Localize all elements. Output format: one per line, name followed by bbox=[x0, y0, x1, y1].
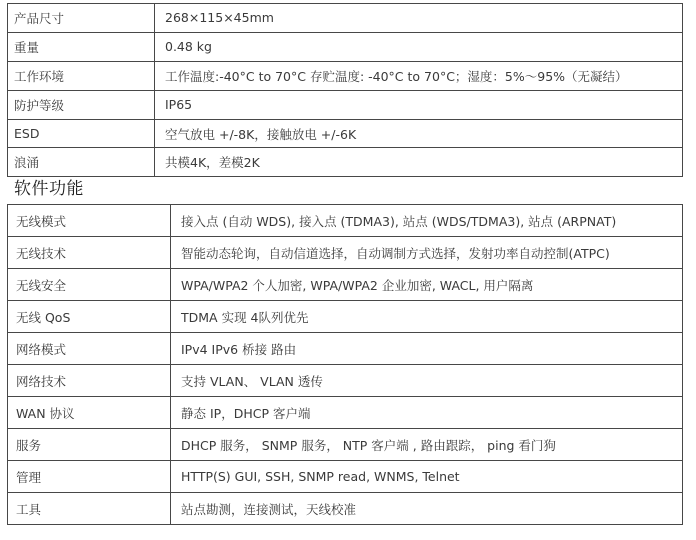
table-row bbox=[8, 205, 683, 237]
spec-value: IP65 bbox=[155, 90, 683, 119]
spec-label: 服务 bbox=[8, 429, 171, 461]
spec-label: 无线安全 bbox=[8, 269, 171, 301]
table-row bbox=[8, 148, 683, 177]
spec-value: TDMA 实现 4队列优先 bbox=[171, 301, 683, 333]
table-row bbox=[8, 269, 683, 301]
table-row bbox=[8, 237, 683, 269]
spec-label: ESD bbox=[8, 119, 155, 148]
table-row bbox=[8, 32, 683, 61]
table-row bbox=[8, 493, 683, 525]
spec-value: 接入点 (自动 WDS), 接入点 (TDMA3), 站点 (WDS/TDMA3), 站点 (ARPNAT) bbox=[171, 205, 683, 237]
table-row bbox=[8, 429, 683, 461]
spec-value: 0.48 kg bbox=[155, 32, 683, 61]
hardware-spec-table bbox=[7, 3, 683, 177]
spec-value: WPA/WPA2 个人加密, WPA/WPA2 企业加密, WACL, 用户隔离 bbox=[171, 269, 683, 301]
spec-label: 无线 QoS bbox=[8, 301, 171, 333]
spec-value: 智能动态轮询，自动信道选择，自动调制方式选择，发射功率自动控制(ATPC) bbox=[171, 237, 683, 269]
spec-label: 工作环境 bbox=[8, 61, 155, 90]
table-row bbox=[8, 4, 683, 33]
spec-label: 无线模式 bbox=[8, 205, 171, 237]
software-feature-table bbox=[7, 204, 683, 525]
spec-value: 工作温度:-40°C to 70°C 存贮温度: -40°C to 70°C；湿度：5%～95%（无凝结） bbox=[155, 61, 683, 90]
spec-value: 共模4K，差模2K bbox=[155, 148, 683, 177]
spec-label: 产品尺寸 bbox=[8, 4, 155, 33]
table-row bbox=[8, 397, 683, 429]
section-heading-software-features: 软件功能 bbox=[14, 179, 84, 199]
spec-label: 浪涌 bbox=[8, 148, 155, 177]
table-row bbox=[8, 461, 683, 493]
spec-label: 网络模式 bbox=[8, 333, 171, 365]
spec-label: 工具 bbox=[8, 493, 171, 525]
table-row bbox=[8, 365, 683, 397]
spec-value: IPv4 IPv6 桥接 路由 bbox=[171, 333, 683, 365]
spec-label: 重量 bbox=[8, 32, 155, 61]
spec-value: 静态 IP，DHCP 客户端 bbox=[171, 397, 683, 429]
spec-value: 站点勘测，连接测试，天线校准 bbox=[171, 493, 683, 525]
spec-value: 支持 VLAN、 VLAN 透传 bbox=[171, 365, 683, 397]
spec-value: 268×115×45mm bbox=[155, 4, 683, 33]
table-row bbox=[8, 301, 683, 333]
spec-label: 网络技术 bbox=[8, 365, 171, 397]
spec-label: 防护等级 bbox=[8, 90, 155, 119]
spec-label: 无线技术 bbox=[8, 237, 171, 269]
spec-value: 空气放电 +/-8K，接触放电 +/-6K bbox=[155, 119, 683, 148]
table-row bbox=[8, 61, 683, 90]
spec-value: HTTP(S) GUI, SSH, SNMP read, WNMS, Telnet bbox=[171, 461, 683, 493]
spec-label: 管理 bbox=[8, 461, 171, 493]
spec-label: WAN 协议 bbox=[8, 397, 171, 429]
table-row bbox=[8, 333, 683, 365]
table-row bbox=[8, 119, 683, 148]
table-row bbox=[8, 90, 683, 119]
spec-value: DHCP 服务， SNMP 服务， NTP 客户端 , 路由跟踪， ping 看门狗 bbox=[171, 429, 683, 461]
